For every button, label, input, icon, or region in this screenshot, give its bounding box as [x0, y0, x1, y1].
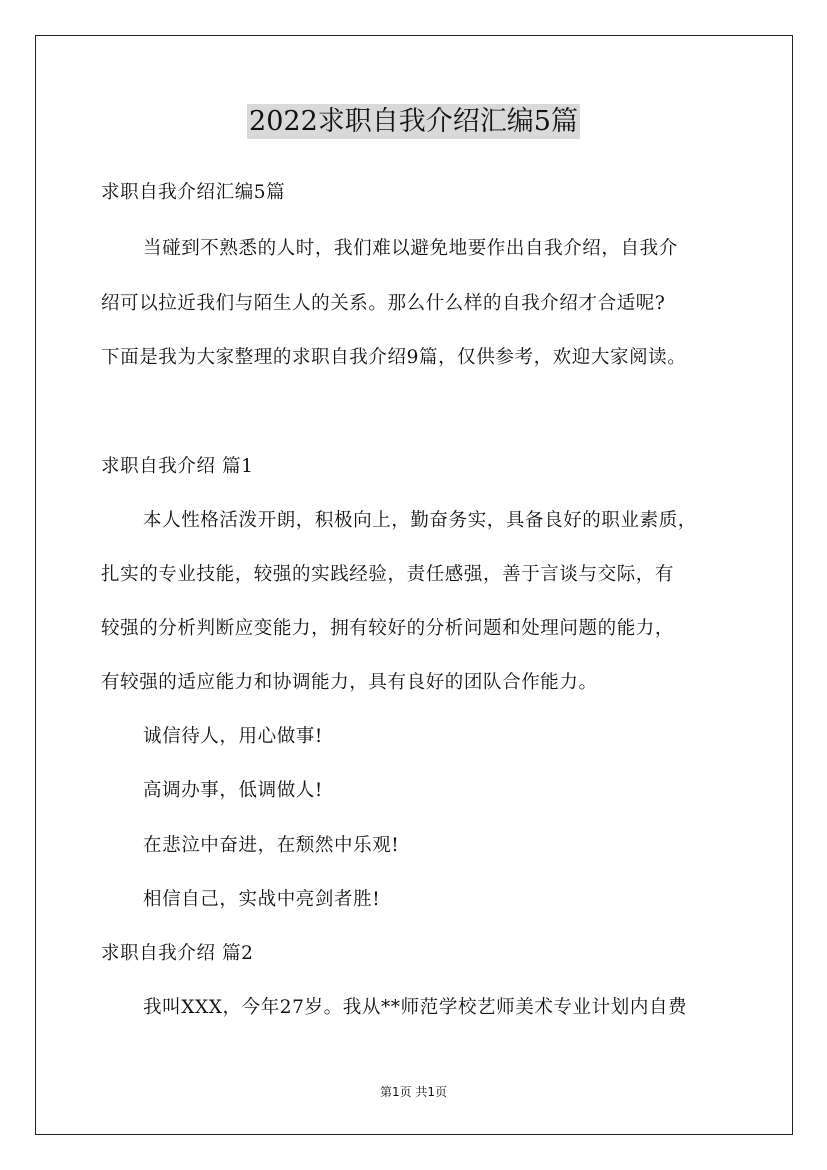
motto-line: 高调办事，低调做人! [143, 780, 323, 801]
motto-line: 诚信待人，用心做事! [143, 726, 323, 747]
paragraph-line: 较强的分析判断应变能力，拥有较好的分析问题和处理问题的能力， [101, 618, 675, 639]
paragraph-line: 我叫XXX，今年27岁。我从**师范学校艺师美术专业计划内自费 [143, 997, 688, 1018]
document-title: 2022求职自我介绍汇编5篇 [249, 106, 578, 137]
motto-line: 在悲泣中奋进，在颓然中乐观! [143, 835, 400, 856]
page-footer: 第1页 共1页 [379, 1085, 448, 1099]
paragraph-line: 有较强的适应能力和协调能力，具有良好的团队合作能力。 [101, 672, 598, 693]
intro-line: 下面是我为大家整理的求职自我介绍9篇，仅供参考，欢迎大家阅读。 [101, 347, 687, 368]
motto-line: 相信自己，实战中亮剑者胜! [143, 889, 381, 910]
intro-line: 绍可以拉近我们与陌生人的关系。那么什么样的自我介绍才合适呢? [101, 293, 666, 314]
document-subtitle: 求职自我介绍汇编5篇 [101, 182, 286, 203]
section-heading-1: 求职自我介绍 篇1 [101, 456, 254, 477]
section-heading-2: 求职自我介绍 篇2 [101, 943, 254, 964]
paragraph-line: 扎实的专业技能，较强的实践经验，责任感强，善于言谈与交际，有 [101, 564, 675, 585]
paragraph-line: 本人性格活泼开朗，积极向上，勤奋务实，具备良好的职业素质， [143, 510, 697, 531]
intro-line: 当碰到不熟悉的人时，我们难以避免地要作出自我介绍，自我介 [143, 238, 678, 259]
